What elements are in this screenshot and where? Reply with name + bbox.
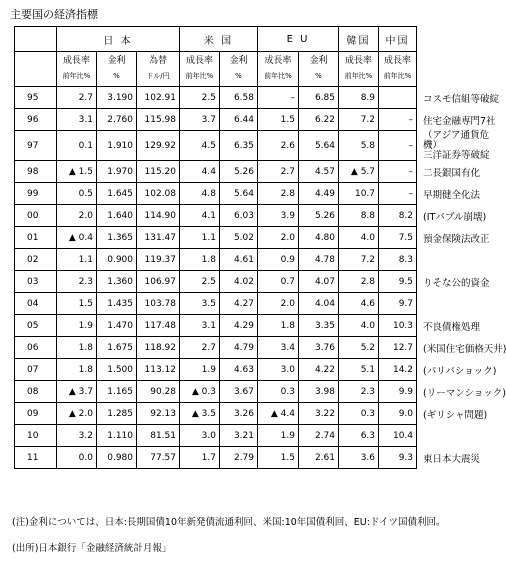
- value-cell: 1.500: [97, 359, 137, 381]
- column-label: 成長率: [345, 56, 373, 66]
- value-cell: 0.0: [57, 447, 97, 469]
- value-cell: 2.7: [258, 161, 299, 183]
- table-row: [15, 183, 496, 205]
- value-cell: 5.64: [299, 131, 339, 161]
- event-header-cell: [417, 27, 496, 52]
- value-cell: 1.910: [97, 131, 137, 161]
- column-header-cell: [379, 52, 417, 87]
- value-cell: 4.79: [220, 337, 258, 359]
- value-cell: 4.27: [220, 293, 258, 315]
- table-row: [15, 381, 496, 403]
- value-cell: 4.1: [180, 205, 220, 227]
- value-cell: 6.22: [299, 109, 339, 131]
- value-cell: 0.5: [57, 183, 97, 205]
- value-cell: 0.7: [258, 271, 299, 293]
- value-cell: 102.08: [137, 183, 180, 205]
- value-cell: 5.26: [299, 205, 339, 227]
- value-cell: 4.29: [220, 315, 258, 337]
- column-header-cell: [339, 52, 379, 87]
- event-cell: [417, 293, 496, 315]
- value-cell: 4.22: [299, 359, 339, 381]
- value-cell: 10.7: [339, 183, 379, 205]
- year-cell: 98: [15, 161, 57, 183]
- value-cell: 4.57: [299, 161, 339, 183]
- country-us: 米 国: [180, 27, 258, 52]
- value-cell: 90.28: [137, 381, 180, 403]
- value-cell: 5.8: [339, 131, 379, 161]
- value-cell: 8.9: [339, 87, 379, 109]
- value-cell: 4.63: [220, 359, 258, 381]
- value-cell: 3.0: [180, 425, 220, 447]
- table-row: [15, 87, 496, 109]
- value-cell: 1.5: [57, 293, 97, 315]
- value-cell: 119.37: [137, 249, 180, 271]
- value-cell: 4.0: [339, 315, 379, 337]
- country-header-row: [15, 27, 496, 52]
- value-cell: 6.35: [220, 131, 258, 161]
- year-cell: 01: [15, 227, 57, 249]
- column-header-row: [15, 52, 496, 87]
- event-cell: りそな公的資金: [423, 277, 490, 289]
- value-cell: 1.165: [97, 381, 137, 403]
- value-cell: 103.78: [137, 293, 180, 315]
- value-cell: 9.7: [379, 293, 417, 315]
- value-cell: 4.78: [299, 249, 339, 271]
- column-label: 為替: [148, 56, 167, 66]
- value-cell: 1.285: [97, 403, 137, 425]
- value-cell: 102.91: [137, 87, 180, 109]
- value-cell: 3.21: [220, 425, 258, 447]
- value-cell: 1.435: [97, 293, 137, 315]
- event-cell: 不良債権処理: [423, 321, 481, 333]
- value-cell: 2.0: [258, 293, 299, 315]
- value-cell: 6.44: [220, 109, 258, 131]
- value-cell: 115.20: [137, 161, 180, 183]
- value-cell: 0.980: [97, 447, 137, 469]
- column-header-cell: [57, 52, 97, 87]
- value-cell: 2.7: [180, 337, 220, 359]
- column-label: 成長率: [264, 56, 292, 66]
- value-cell: 6.03: [220, 205, 258, 227]
- value-cell: 6.3: [339, 425, 379, 447]
- table-row: [15, 131, 496, 161]
- value-cell: –: [379, 183, 417, 205]
- event-cell: (米国住宅価格天井): [423, 343, 506, 355]
- source-note: (出所)日本銀行「金融経済統計月報」: [12, 543, 172, 554]
- value-cell: 0.900: [97, 249, 137, 271]
- value-cell: 2.0: [57, 205, 97, 227]
- value-cell: ▲ 2.0: [57, 403, 97, 425]
- value-cell: 8.2: [379, 205, 417, 227]
- value-cell: 5.2: [339, 337, 379, 359]
- value-cell: 3.1: [57, 109, 97, 131]
- value-cell: 3.98: [299, 381, 339, 403]
- value-cell: 3.1: [180, 315, 220, 337]
- country-china: 中国: [379, 27, 417, 52]
- value-cell: 7.5: [379, 227, 417, 249]
- table-row: [15, 205, 496, 227]
- event-cell: 早期健全化法: [423, 189, 481, 201]
- column-header-cell: [97, 52, 137, 87]
- table-row: [15, 337, 496, 359]
- value-cell: 4.4: [180, 161, 220, 183]
- value-cell: 3.22: [299, 403, 339, 425]
- column-label: 成長率: [384, 56, 412, 66]
- value-cell: 4.5: [180, 131, 220, 161]
- column-unit: 前年比%: [264, 72, 292, 80]
- event-cell: 住宅金融専門7社: [423, 115, 496, 127]
- table-row: [15, 227, 496, 249]
- value-cell: 1.8: [258, 315, 299, 337]
- table-row: [15, 359, 496, 381]
- column-unit: 前年比%: [62, 72, 91, 80]
- value-cell: 9.3: [379, 447, 417, 469]
- table-row: [15, 403, 496, 425]
- country-eu: E U: [258, 27, 339, 52]
- year-cell: 96: [15, 109, 57, 131]
- value-cell: 131.47: [137, 227, 180, 249]
- corner-cell: [15, 27, 57, 52]
- year-cell: 06: [15, 337, 57, 359]
- table-row: [15, 271, 496, 293]
- value-cell: ▲ 3.7: [57, 381, 97, 403]
- value-cell: 5.1: [339, 359, 379, 381]
- table-row: [15, 249, 496, 271]
- value-cell: 4.8: [180, 183, 220, 205]
- value-cell: 1.8: [180, 249, 220, 271]
- column-header-cell: [137, 52, 180, 87]
- value-cell: 5.02: [220, 227, 258, 249]
- value-cell: 9.9: [379, 381, 417, 403]
- value-cell: 3.35: [299, 315, 339, 337]
- event-cell: (パリバショック): [423, 365, 497, 377]
- column-header-cell: [258, 52, 299, 87]
- value-cell: 4.02: [220, 271, 258, 293]
- value-cell: –: [379, 161, 417, 183]
- value-cell: 7.2: [339, 249, 379, 271]
- value-cell: 1.645: [97, 183, 137, 205]
- value-cell: 5.26: [220, 161, 258, 183]
- value-cell: 4.49: [299, 183, 339, 205]
- event-cell: 二長銀国有化: [423, 167, 481, 179]
- value-cell: 1.8: [57, 337, 97, 359]
- value-cell: 2.5: [180, 87, 220, 109]
- value-cell: 1.110: [97, 425, 137, 447]
- value-cell: 1.1: [180, 227, 220, 249]
- value-cell: 3.5: [180, 293, 220, 315]
- value-cell: 1.640: [97, 205, 137, 227]
- value-cell: ▲ 3.5: [180, 403, 220, 425]
- value-cell: 1.360: [97, 271, 137, 293]
- column-unit: 前年比%: [185, 72, 214, 80]
- year-cell: 03: [15, 271, 57, 293]
- table-row: [15, 293, 496, 315]
- value-cell: 7.2: [339, 109, 379, 131]
- event-cell: 預金保険法改正: [423, 233, 490, 245]
- value-cell: 3.7: [180, 109, 220, 131]
- value-cell: 2.3: [339, 381, 379, 403]
- value-cell: 0.3: [339, 403, 379, 425]
- value-cell: ▲ 5.7: [339, 161, 379, 183]
- value-cell: 1.9: [258, 425, 299, 447]
- value-cell: 4.80: [299, 227, 339, 249]
- column-header-cell: [299, 52, 339, 87]
- value-cell: [379, 87, 417, 109]
- value-cell: 10.4: [379, 425, 417, 447]
- column-unit: %: [235, 72, 242, 80]
- value-cell: ▲ 0.4: [57, 227, 97, 249]
- value-cell: 1.9: [57, 315, 97, 337]
- value-cell: 114.90: [137, 205, 180, 227]
- value-cell: 6.85: [299, 87, 339, 109]
- value-cell: 10.3: [379, 315, 417, 337]
- value-cell: 1.970: [97, 161, 137, 183]
- value-cell: 2.6: [258, 131, 299, 161]
- country-japan: 日 本: [57, 27, 180, 52]
- value-cell: 3.6: [339, 447, 379, 469]
- column-unit: %: [315, 72, 322, 80]
- event-cell: [417, 249, 496, 271]
- value-cell: –: [258, 87, 299, 109]
- year-cell: 07: [15, 359, 57, 381]
- event-column-header: [417, 52, 496, 87]
- value-cell: 3.76: [299, 337, 339, 359]
- year-cell: 99: [15, 183, 57, 205]
- value-cell: 12.7: [379, 337, 417, 359]
- value-cell: 9.5: [379, 271, 417, 293]
- column-header-cell: [220, 52, 258, 87]
- value-cell: 3.9: [258, 205, 299, 227]
- value-cell: 3.2: [57, 425, 97, 447]
- value-cell: ▲ 0.3: [180, 381, 220, 403]
- value-cell: 3.190: [97, 87, 137, 109]
- footnote: (注)金利については、日本:長期国債10年新発債流通利回、米国:10年国債利回、EU:ドイツ国債利回。: [12, 517, 446, 528]
- value-cell: 77.57: [137, 447, 180, 469]
- event-cell: 東日本大震災: [423, 453, 481, 465]
- value-cell: 0.1: [57, 131, 97, 161]
- event-cell: コスモ信組等破綻: [423, 93, 500, 105]
- column-unit: ドル/円: [146, 72, 170, 80]
- value-cell: 118.92: [137, 337, 180, 359]
- value-cell: ▲ 4.4: [258, 403, 299, 425]
- value-cell: 8.8: [339, 205, 379, 227]
- value-cell: 129.92: [137, 131, 180, 161]
- value-cell: 3.4: [258, 337, 299, 359]
- table-row: [15, 425, 496, 447]
- value-cell: 0.9: [258, 249, 299, 271]
- column-unit: 前年比%: [383, 72, 412, 80]
- year-cell: 09: [15, 403, 57, 425]
- value-cell: 92.13: [137, 403, 180, 425]
- value-cell: 0.3: [258, 381, 299, 403]
- event-cell: (リーマンショック): [423, 387, 506, 399]
- event-cell: （アジア通貨危機） 三洋証券等破綻: [423, 129, 490, 161]
- value-cell: 4.6: [339, 293, 379, 315]
- column-header-cell: [180, 52, 220, 87]
- year-cell: 97: [15, 131, 57, 161]
- value-cell: 2.8: [258, 183, 299, 205]
- column-unit: %: [113, 72, 120, 80]
- value-cell: 3.26: [220, 403, 258, 425]
- value-cell: 3.0: [258, 359, 299, 381]
- event-cell: (ITバブル崩壊): [423, 211, 487, 223]
- column-label: 成長率: [62, 56, 90, 66]
- value-cell: 8.3: [379, 249, 417, 271]
- value-cell: 2.8: [339, 271, 379, 293]
- value-cell: ▲ 1.5: [57, 161, 97, 183]
- value-cell: 14.2: [379, 359, 417, 381]
- value-cell: –: [379, 131, 417, 161]
- column-label: 金利: [309, 56, 328, 66]
- value-cell: 1.8: [57, 359, 97, 381]
- year-header-cell: [15, 52, 57, 87]
- year-cell: 05: [15, 315, 57, 337]
- year-cell: 10: [15, 425, 57, 447]
- year-cell: 00: [15, 205, 57, 227]
- value-cell: 2.79: [220, 447, 258, 469]
- value-cell: 2.5: [180, 271, 220, 293]
- value-cell: 1.675: [97, 337, 137, 359]
- value-cell: 2.760: [97, 109, 137, 131]
- value-cell: 2.3: [57, 271, 97, 293]
- value-cell: 4.0: [339, 227, 379, 249]
- table-row: [15, 109, 496, 131]
- event-cell: [417, 425, 496, 447]
- table-row: [15, 161, 496, 183]
- value-cell: 1.5: [258, 447, 299, 469]
- value-cell: 115.98: [137, 109, 180, 131]
- value-cell: 1.5: [258, 109, 299, 131]
- year-cell: 02: [15, 249, 57, 271]
- value-cell: 2.0: [258, 227, 299, 249]
- value-cell: 81.51: [137, 425, 180, 447]
- economic-indicators-table: [14, 26, 506, 469]
- value-cell: 113.12: [137, 359, 180, 381]
- value-cell: 1.9: [180, 359, 220, 381]
- value-cell: 4.04: [299, 293, 339, 315]
- value-cell: 4.61: [220, 249, 258, 271]
- value-cell: 106.97: [137, 271, 180, 293]
- year-cell: 11: [15, 447, 57, 469]
- table-row: [15, 315, 496, 337]
- value-cell: 9.0: [379, 403, 417, 425]
- value-cell: –: [379, 109, 417, 131]
- country-korea: 韓国: [339, 27, 379, 52]
- page-title: 主要国の経済指標: [10, 8, 98, 21]
- column-unit: 前年比%: [344, 72, 373, 80]
- column-label: 成長率: [185, 56, 213, 66]
- value-cell: 4.07: [299, 271, 339, 293]
- year-cell: 95: [15, 87, 57, 109]
- value-cell: 2.7: [57, 87, 97, 109]
- value-cell: 1.470: [97, 315, 137, 337]
- year-cell: 08: [15, 381, 57, 403]
- column-label: 金利: [107, 56, 126, 66]
- column-label: 金利: [229, 56, 248, 66]
- value-cell: 6.58: [220, 87, 258, 109]
- value-cell: 117.48: [137, 315, 180, 337]
- value-cell: 3.67: [220, 381, 258, 403]
- value-cell: 5.64: [220, 183, 258, 205]
- event-cell: (ギリシャ問題): [423, 409, 488, 421]
- value-cell: 2.74: [299, 425, 339, 447]
- year-cell: 04: [15, 293, 57, 315]
- value-cell: 2.61: [299, 447, 339, 469]
- value-cell: 1.365: [97, 227, 137, 249]
- value-cell: 1.7: [180, 447, 220, 469]
- table-row: [15, 447, 496, 469]
- value-cell: 1.1: [57, 249, 97, 271]
